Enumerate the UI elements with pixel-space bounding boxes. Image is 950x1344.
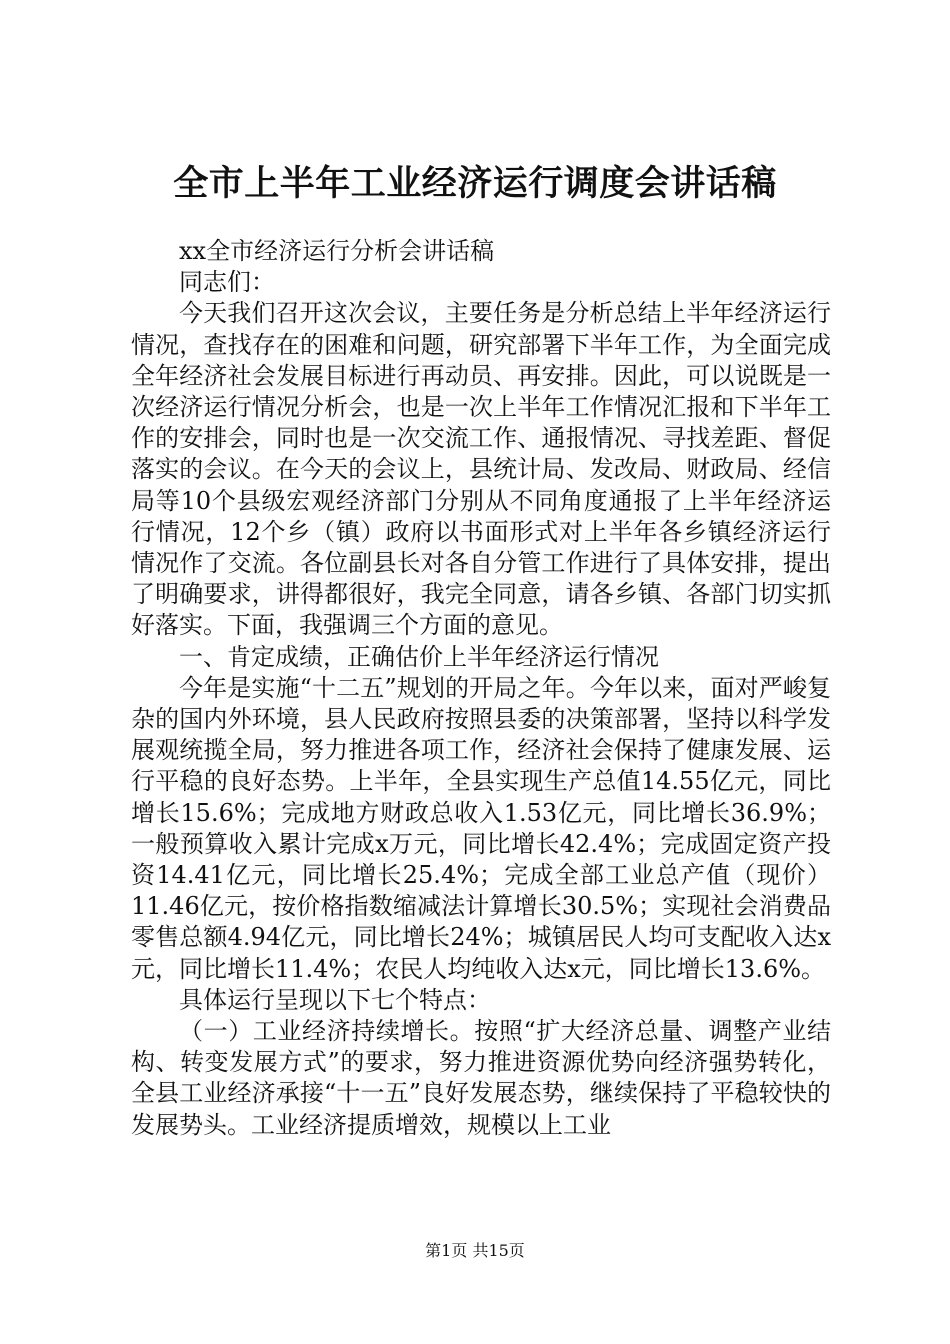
body-paragraph: 今天我们召开这次会议，主要任务是分析总结上半年经济运行情况，查找存在的困难和问题，研究部署下半年工作，为全面完成全年经济社会发展目标进行再动员、再安排。因此，可以说既是一次经济运行情况分析会，也是一次上半年工作情况汇报和下半年工作的安排会，同时也是一次交流工作、通报情况、寻找差距、督促落实的会议。在今天的会议上，县统计局、发改局、财政局、经信局等10个县级宏观经济部门分别从不同角度通报了上半年经济运行情况，12个乡（镇）政府以书面形式对上半年各乡镇经济运行情况作了交流。各位副县长对各自分管工作进行了具体安排，提出了明确要求，讲得都很好，我完全同意，请各乡镇、各部门切实抓好落实。下面，我强调三个方面的意见。 <box>131 299 831 640</box>
body-paragraph: 具体运行呈现以下七个特点： <box>179 985 491 1014</box>
body-paragraph: （一）工业经济持续增长。按照“扩大经济总量、调整产业结构、转变发展方式”的要求，努力推进资源优势向经济强势转化，全县工业经济承接“十一五”良好发展态势，继续保持了平稳较快的发展势头。工业经济提质增效，规模以上工业 <box>131 1017 831 1139</box>
body-paragraph: 今年是实施“十二五”规划的开局之年。今年以来，面对严峻复杂的国内外环境，县人民政府按照县委的决策部署，坚持以科学发展观统揽全局，努力推进各项工作，经济社会保持了健康发展、运行平稳的良好态势。上半年，全县实现生产总值14.55亿元，同比增长15.6%；完成地方财政总收入1.53亿元，同比增长36.9%；一般预算收入累计完成x万元，同比增长42.4%；完成固定资产投资14.41亿元，同比增长25.4%；完成全部工业总产值（现价）11.46亿元，按价格指数缩减法计算增长30.5%；实现社会消费品零售总额4.94亿元，同比增长24%；城镇居民人均可支配收入达x元，同比增长11.4%；农民人均纯收入达x元，同比增长13.6%。 <box>131 673 831 983</box>
document-body <box>131 236 831 1141</box>
salutation: 同志们： <box>179 268 275 297</box>
document-title: 全市上半年工业经济运行调度会讲话稿 <box>173 163 777 204</box>
speech-subtitle: xx全市经济运行分析会讲话稿 <box>179 237 495 265</box>
section-heading: 一、肯定成绩，正确估价上半年经济运行情况 <box>179 642 659 671</box>
page-footer: 第1页 共15页 <box>425 1241 525 1260</box>
